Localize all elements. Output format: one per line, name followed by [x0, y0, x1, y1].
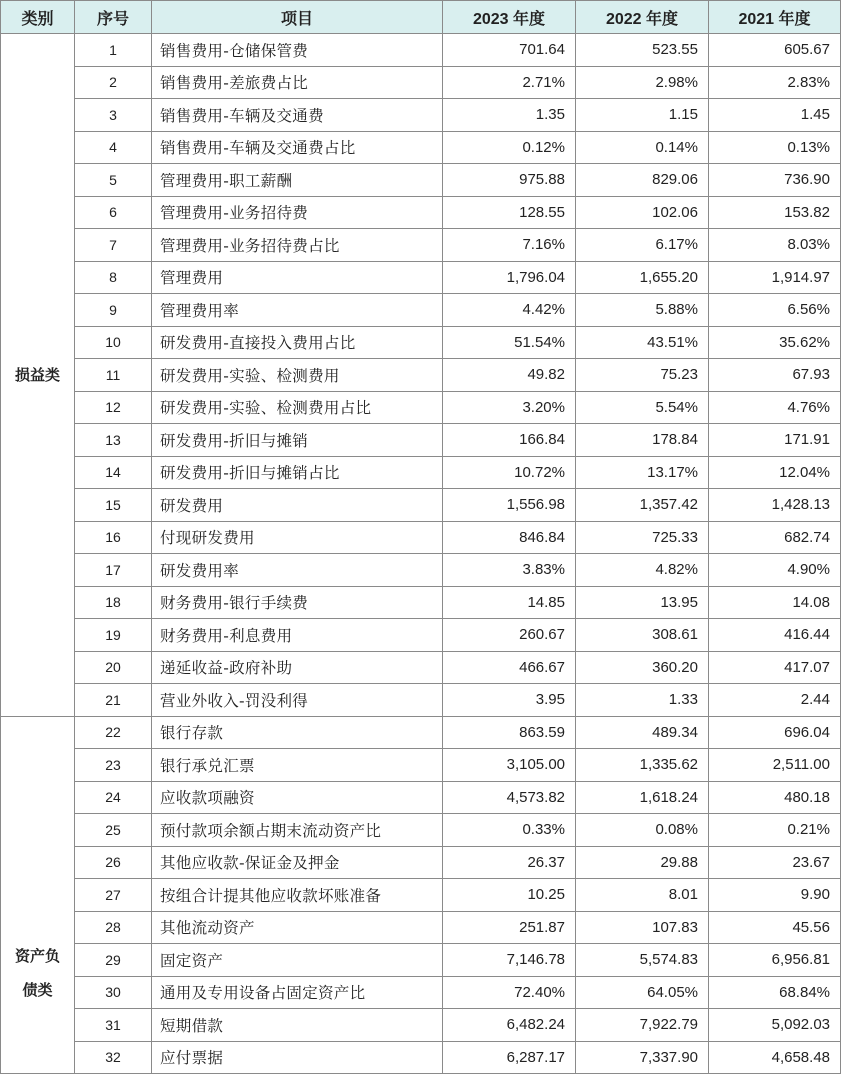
row-number: 8: [75, 261, 152, 294]
row-value-2023: 4.42%: [443, 294, 576, 327]
table-row: [1, 716, 841, 749]
row-number: 2: [75, 66, 152, 99]
row-value-2021: 480.18: [709, 781, 841, 814]
row-item: 研发费用-实验、检测费用: [152, 359, 443, 392]
row-value-2023: 0.12%: [443, 131, 576, 164]
row-number: 13: [75, 424, 152, 457]
row-value-2023: 10.25: [443, 879, 576, 912]
row-value-2023: 6,287.17: [443, 1041, 576, 1074]
row-value-2022: 29.88: [576, 846, 709, 879]
row-value-2023: 4,573.82: [443, 781, 576, 814]
row-value-2022: 107.83: [576, 911, 709, 944]
row-value-2022: 43.51%: [576, 326, 709, 359]
row-value-2023: 14.85: [443, 586, 576, 619]
table-row: [1, 554, 841, 587]
row-number: 3: [75, 99, 152, 132]
row-value-2022: 523.55: [576, 34, 709, 67]
row-item: 银行存款: [152, 716, 443, 749]
row-value-2022: 13.95: [576, 586, 709, 619]
row-value-2021: 68.84%: [709, 976, 841, 1009]
row-value-2021: 153.82: [709, 196, 841, 229]
row-number: 6: [75, 196, 152, 229]
row-item: 递延收益-政府补助: [152, 651, 443, 684]
row-value-2023: 1,556.98: [443, 489, 576, 522]
table-row: [1, 814, 841, 847]
row-number: 31: [75, 1009, 152, 1042]
row-number: 22: [75, 716, 152, 749]
row-value-2022: 1,655.20: [576, 261, 709, 294]
row-item: 预付款项余额占期末流动资产比: [152, 814, 443, 847]
row-item: 销售费用-车辆及交通费占比: [152, 131, 443, 164]
row-item: 销售费用-仓储保管费: [152, 34, 443, 67]
row-value-2021: 605.67: [709, 34, 841, 67]
row-value-2022: 1.15: [576, 99, 709, 132]
table-row: [1, 424, 841, 457]
row-value-2021: 6,956.81: [709, 944, 841, 977]
row-item: 管理费用-业务招待费占比: [152, 229, 443, 262]
row-value-2021: 23.67: [709, 846, 841, 879]
row-value-2022: 8.01: [576, 879, 709, 912]
row-value-2023: 10.72%: [443, 456, 576, 489]
row-value-2023: 166.84: [443, 424, 576, 457]
row-value-2021: 2.83%: [709, 66, 841, 99]
row-item: 固定资产: [152, 944, 443, 977]
row-number: 9: [75, 294, 152, 327]
row-number: 21: [75, 684, 152, 717]
row-item: 研发费用-直接投入费用占比: [152, 326, 443, 359]
row-value-2022: 0.08%: [576, 814, 709, 847]
row-value-2023: 7,146.78: [443, 944, 576, 977]
row-value-2023: 0.33%: [443, 814, 576, 847]
row-value-2022: 5.88%: [576, 294, 709, 327]
row-value-2021: 4.76%: [709, 391, 841, 424]
row-value-2022: 308.61: [576, 619, 709, 652]
row-value-2023: 846.84: [443, 521, 576, 554]
row-number: 5: [75, 164, 152, 197]
table-row: [1, 619, 841, 652]
row-item: 财务费用-银行手续费: [152, 586, 443, 619]
row-value-2022: 1,357.42: [576, 489, 709, 522]
row-value-2021: 417.07: [709, 651, 841, 684]
row-number: 7: [75, 229, 152, 262]
header-number: 序号: [75, 1, 152, 34]
header-category: 类别: [1, 1, 75, 34]
row-number: 12: [75, 391, 152, 424]
table-row: [1, 359, 841, 392]
row-number: 15: [75, 489, 152, 522]
row-value-2021: 12.04%: [709, 456, 841, 489]
category-balance: [1, 716, 75, 1074]
table-row: [1, 294, 841, 327]
row-item: 其他应收款-保证金及押金: [152, 846, 443, 879]
table-row: [1, 1009, 841, 1042]
row-value-2023: 72.40%: [443, 976, 576, 1009]
row-item: 研发费用: [152, 489, 443, 522]
row-value-2021: 6.56%: [709, 294, 841, 327]
row-item: 研发费用率: [152, 554, 443, 587]
category-balance-line1: 资产负: [14, 946, 60, 965]
row-value-2023: 251.87: [443, 911, 576, 944]
category-income: 损益类: [1, 34, 75, 717]
table-row: [1, 261, 841, 294]
table-row: [1, 651, 841, 684]
row-value-2021: 696.04: [709, 716, 841, 749]
row-value-2021: 5,092.03: [709, 1009, 841, 1042]
row-item: 研发费用-折旧与摊销: [152, 424, 443, 457]
row-value-2022: 13.17%: [576, 456, 709, 489]
row-value-2021: 9.90: [709, 879, 841, 912]
table-row: [1, 391, 841, 424]
table-row: [1, 164, 841, 197]
row-value-2023: 6,482.24: [443, 1009, 576, 1042]
row-item: 通用及专用设备占固定资产比: [152, 976, 443, 1009]
row-item: 研发费用-实验、检测费用占比: [152, 391, 443, 424]
row-item: 付现研发费用: [152, 521, 443, 554]
row-value-2022: 7,337.90: [576, 1041, 709, 1074]
row-value-2021: 67.93: [709, 359, 841, 392]
row-value-2023: 51.54%: [443, 326, 576, 359]
table-row: [1, 489, 841, 522]
table-row: [1, 781, 841, 814]
row-value-2021: 14.08: [709, 586, 841, 619]
row-number: 14: [75, 456, 152, 489]
row-value-2021: 1.45: [709, 99, 841, 132]
row-number: 10: [75, 326, 152, 359]
row-value-2021: 736.90: [709, 164, 841, 197]
row-value-2021: 4.90%: [709, 554, 841, 587]
row-value-2022: 0.14%: [576, 131, 709, 164]
table-row: [1, 229, 841, 262]
row-value-2021: 416.44: [709, 619, 841, 652]
row-value-2023: 1.35: [443, 99, 576, 132]
row-number: 17: [75, 554, 152, 587]
row-value-2022: 178.84: [576, 424, 709, 457]
row-value-2022: 5.54%: [576, 391, 709, 424]
row-value-2021: 4,658.48: [709, 1041, 841, 1074]
row-value-2023: 466.67: [443, 651, 576, 684]
row-value-2022: 1.33: [576, 684, 709, 717]
row-value-2023: 3.95: [443, 684, 576, 717]
row-number: 20: [75, 651, 152, 684]
table-row: [1, 749, 841, 782]
row-item: 应收款项融资: [152, 781, 443, 814]
row-value-2021: 35.62%: [709, 326, 841, 359]
header-item: 项目: [152, 1, 443, 34]
row-value-2023: 863.59: [443, 716, 576, 749]
table-row: [1, 944, 841, 977]
row-value-2022: 1,335.62: [576, 749, 709, 782]
category-balance-line2: 债类: [22, 980, 53, 999]
row-value-2021: 45.56: [709, 911, 841, 944]
row-value-2021: 1,914.97: [709, 261, 841, 294]
table-row: [1, 879, 841, 912]
table-row: [1, 196, 841, 229]
row-value-2023: 3,105.00: [443, 749, 576, 782]
row-value-2023: 7.16%: [443, 229, 576, 262]
table-row: [1, 846, 841, 879]
row-number: 29: [75, 944, 152, 977]
row-item: 管理费用-业务招待费: [152, 196, 443, 229]
row-value-2023: 26.37: [443, 846, 576, 879]
row-item: 管理费用: [152, 261, 443, 294]
header-2023: 2023 年度: [443, 1, 576, 34]
row-item: 银行承兑汇票: [152, 749, 443, 782]
row-item: 管理费用-职工薪酬: [152, 164, 443, 197]
row-value-2022: 75.23: [576, 359, 709, 392]
row-value-2022: 5,574.83: [576, 944, 709, 977]
row-value-2022: 2.98%: [576, 66, 709, 99]
row-value-2021: 0.13%: [709, 131, 841, 164]
table-row: [1, 456, 841, 489]
row-value-2021: 8.03%: [709, 229, 841, 262]
table-row: [1, 976, 841, 1009]
row-item: 销售费用-差旅费占比: [152, 66, 443, 99]
row-item: 销售费用-车辆及交通费: [152, 99, 443, 132]
row-value-2022: 829.06: [576, 164, 709, 197]
row-value-2021: 171.91: [709, 424, 841, 457]
header-2022: 2022 年度: [576, 1, 709, 34]
row-value-2022: 1,618.24: [576, 781, 709, 814]
row-value-2022: 6.17%: [576, 229, 709, 262]
row-value-2023: 260.67: [443, 619, 576, 652]
row-number: 16: [75, 521, 152, 554]
row-number: 30: [75, 976, 152, 1009]
table-row: [1, 326, 841, 359]
row-number: 19: [75, 619, 152, 652]
row-value-2023: 3.20%: [443, 391, 576, 424]
row-value-2023: 1,796.04: [443, 261, 576, 294]
row-value-2022: 489.34: [576, 716, 709, 749]
row-value-2022: 64.05%: [576, 976, 709, 1009]
row-item: 财务费用-利息费用: [152, 619, 443, 652]
row-value-2021: 0.21%: [709, 814, 841, 847]
row-number: 23: [75, 749, 152, 782]
table-row: [1, 66, 841, 99]
row-item: 按组合计提其他应收款坏账准备: [152, 879, 443, 912]
row-item: 营业外收入-罚没利得: [152, 684, 443, 717]
table-row: [1, 521, 841, 554]
row-value-2023: 975.88: [443, 164, 576, 197]
row-number: 32: [75, 1041, 152, 1074]
table-row: [1, 131, 841, 164]
table-row: [1, 1041, 841, 1074]
row-number: 4: [75, 131, 152, 164]
row-number: 1: [75, 34, 152, 67]
row-value-2021: 1,428.13: [709, 489, 841, 522]
row-value-2022: 102.06: [576, 196, 709, 229]
row-value-2022: 7,922.79: [576, 1009, 709, 1042]
row-value-2023: 128.55: [443, 196, 576, 229]
header-row: [1, 1, 841, 34]
row-value-2021: 682.74: [709, 521, 841, 554]
row-value-2023: 49.82: [443, 359, 576, 392]
table-row: [1, 684, 841, 717]
row-number: 27: [75, 879, 152, 912]
table-row: [1, 586, 841, 619]
row-number: 24: [75, 781, 152, 814]
row-value-2022: 360.20: [576, 651, 709, 684]
row-item: 其他流动资产: [152, 911, 443, 944]
row-number: 11: [75, 359, 152, 392]
table-row: [1, 34, 841, 67]
row-item: 管理费用率: [152, 294, 443, 327]
row-number: 18: [75, 586, 152, 619]
row-value-2022: 725.33: [576, 521, 709, 554]
row-item: 应付票据: [152, 1041, 443, 1074]
table-body: [1, 34, 841, 1074]
row-value-2021: 2.44: [709, 684, 841, 717]
row-item: 短期借款: [152, 1009, 443, 1042]
table-row: [1, 911, 841, 944]
row-number: 26: [75, 846, 152, 879]
table-row: [1, 99, 841, 132]
row-number: 28: [75, 911, 152, 944]
row-number: 25: [75, 814, 152, 847]
row-item: 研发费用-折旧与摊销占比: [152, 456, 443, 489]
row-value-2022: 4.82%: [576, 554, 709, 587]
header-2021: 2021 年度: [709, 1, 841, 34]
row-value-2023: 3.83%: [443, 554, 576, 587]
row-value-2021: 2,511.00: [709, 749, 841, 782]
row-value-2023: 701.64: [443, 34, 576, 67]
row-value-2023: 2.71%: [443, 66, 576, 99]
